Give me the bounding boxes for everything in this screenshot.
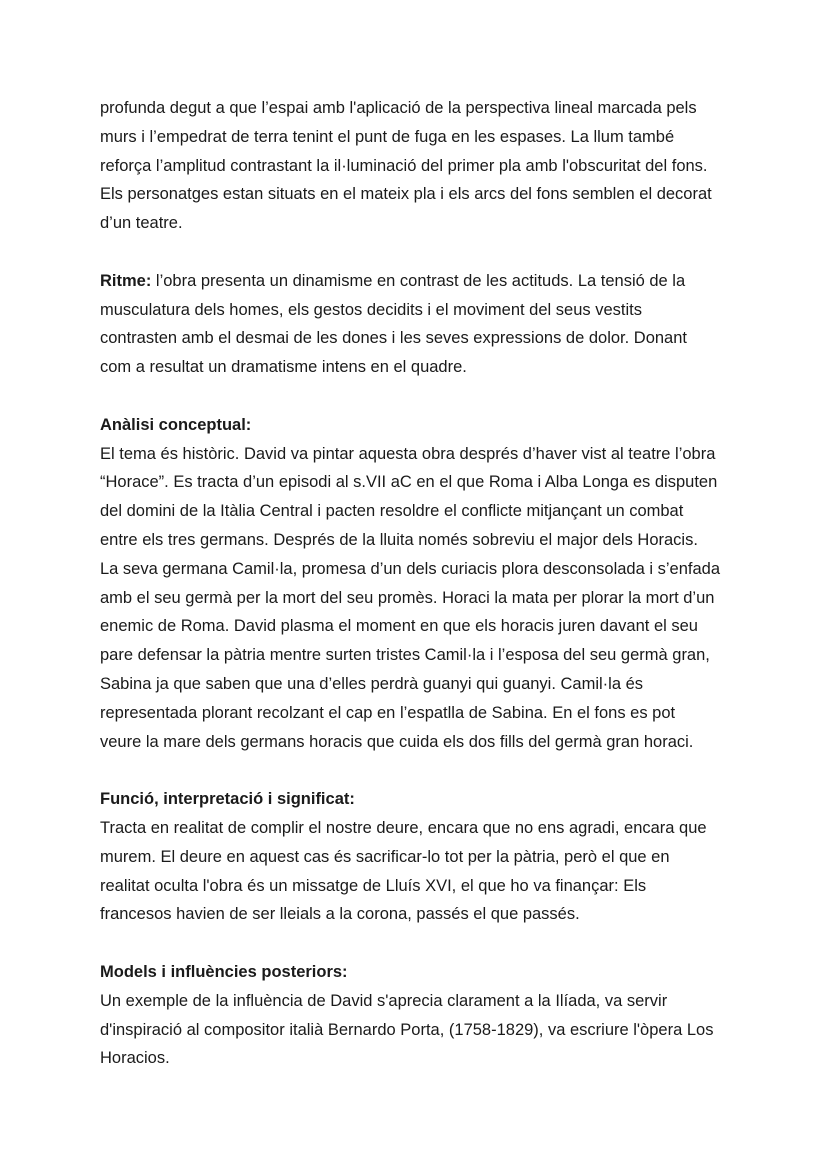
text-line: murem. El deure en aquest cas és sacrificar-lo tot per la pàtria, però el que en [100,847,670,866]
text-line: La seva germana Camil·la, promesa d’un dels curiacis plora desconsolada i s’enfada [100,559,720,578]
paragraph-gap [100,382,750,411]
section-heading: Funció, interpretació i significat: [100,790,355,809]
text-line: Sabina ja que saben que una d’elles perdrà guanyi qui guanyi. Camil·la és [100,674,644,693]
text-line: francesos havien de ser lleials a la corona, passés el que passés. [100,905,580,924]
ritme-label: Ritme: [100,271,152,290]
text-line: El tema és històric. David va pintar aquesta obra després d’haver vist al teatre l’obra [100,444,716,463]
paragraph-gap [100,238,750,267]
paragraph-perspective [100,94,750,238]
text-line: enemic de Roma. David plasma el moment en que els horacis juren davant el seu [100,617,698,636]
text-line: Tracta en realitat de complir el nostre deure, encara que no ens agradi, encara que [100,818,707,837]
text-line: “Horace”. Es tracta d’un episodi al s.VII aC en el que Roma i Alba Longa es disputen [100,473,718,492]
section-funcio [100,785,750,929]
text-line: entre els tres germans. Després de la lluita només sobreviu el major dels Horacis. [100,530,698,549]
text-line: veure la mare dels germans horacis que cuida els dos fills del germà gran horaci. [100,732,694,751]
text-line: del domini de la Itàlia Central i pacten resoldre el conflicte mitjançant un combat [100,502,684,521]
section-models [100,958,750,1073]
text-line: com a resultat un dramatisme intens en el quadre. [100,358,467,377]
text-line: musculatura dels homes, els gestos decidits i el moviment del seus vestits [100,300,642,319]
text-line: profunda degut a que l’espai amb l'aplicació de la perspectiva lineal marcada pels [100,99,697,117]
text-line: Un exemple de la influència de David s'aprecia clarament a la Ilíada, va servir [100,991,668,1010]
text-line: murs i l’empedrat de terra tenint el punt de fuga en les espases. La llum també [100,127,675,146]
text-line: realitat oculta l'obra és un missatge de Lluís XVI, el que ho va finançar: Els [100,876,647,895]
paragraph-gap [100,756,750,785]
text-line: reforça l’amplitud contrastant la il·luminació del primer pla amb l'obscuritat del fons. [100,156,708,175]
section-ritme [100,267,750,382]
section-heading: Models i influències posteriors: [100,962,348,981]
section-analisi-conceptual [100,411,750,757]
document-body [100,94,750,1073]
text-line: Horacios. [100,1049,170,1068]
text-line: Els personatges estan situats en el mateix pla i els arcs del fons semblen el decorat [100,185,712,204]
text-line [100,267,750,296]
text-line: pare defensar la pàtria mentre surten tristes Camil·la i l’esposa del seu germà gran, [100,646,710,665]
text-line: representada plorant recolzant el cap en l’espatlla de Sabina. En el fons es pot [100,703,676,722]
text-line: amb el seu germà per la mort del seu promès. Horaci la mata per plorar la mort d’un [100,588,715,607]
text-line: contrasten amb el desmai de les dones i les seves expressions de dolor. Donant [100,329,687,348]
paragraph-gap [100,929,750,958]
text-line: d’un teatre. [100,214,183,233]
text-line: d'inspiració al compositor italià Bernardo Porta, (1758-1829), va escriure l'òpera Los [100,1020,714,1039]
section-heading: Anàlisi conceptual: [100,415,252,434]
ritme-first-line: l’obra presenta un dinamisme en contrast de les actituds. La tensió de la [151,271,686,290]
